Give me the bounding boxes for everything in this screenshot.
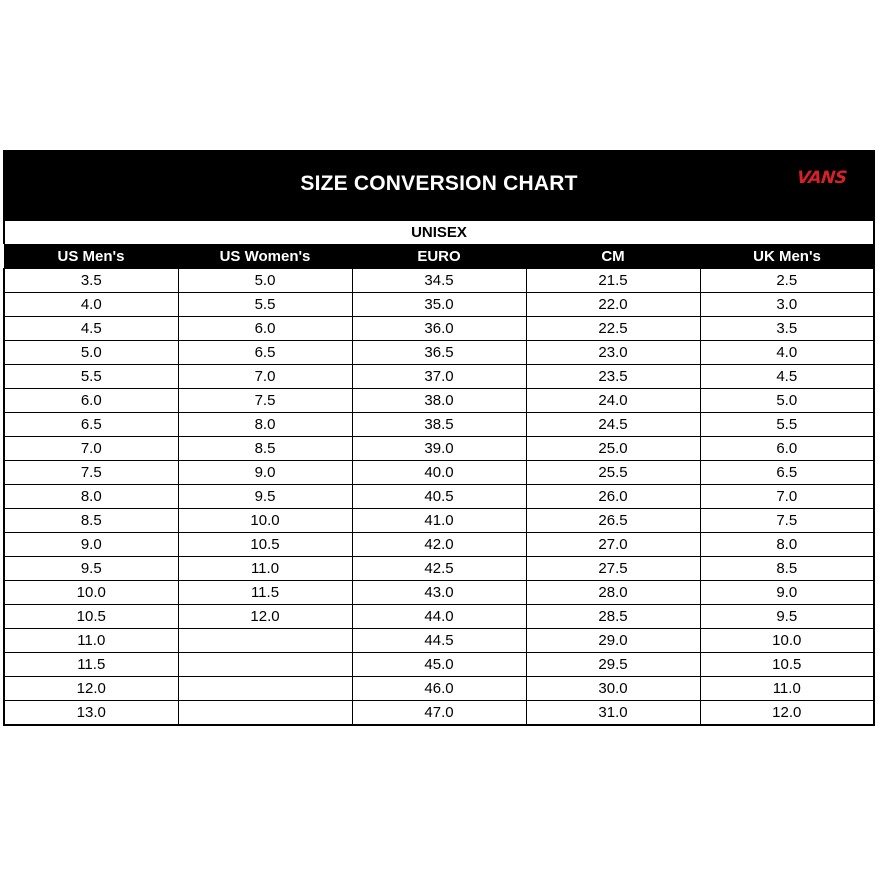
table-cell: 11.0 bbox=[700, 677, 874, 701]
table-cell: 9.5 bbox=[4, 557, 178, 581]
table-row bbox=[4, 677, 874, 701]
table-cell: 30.0 bbox=[526, 677, 700, 701]
table-row bbox=[4, 365, 874, 389]
column-header: CM bbox=[526, 245, 700, 269]
table-cell: 6.0 bbox=[178, 317, 352, 341]
table-cell: 10.5 bbox=[4, 605, 178, 629]
table-row bbox=[4, 557, 874, 581]
table-row bbox=[4, 437, 874, 461]
table-cell: 38.5 bbox=[352, 413, 526, 437]
table-cell: 40.5 bbox=[352, 485, 526, 509]
table-cell: 8.5 bbox=[4, 509, 178, 533]
table-cell: 44.5 bbox=[352, 629, 526, 653]
table-cell: 9.0 bbox=[178, 461, 352, 485]
table-cell: 24.5 bbox=[526, 413, 700, 437]
size-conversion-chart bbox=[3, 150, 875, 726]
table-cell: 7.0 bbox=[700, 485, 874, 509]
table-cell: 24.0 bbox=[526, 389, 700, 413]
table-cell: 11.5 bbox=[4, 653, 178, 677]
table-row bbox=[4, 629, 874, 653]
table-row bbox=[4, 653, 874, 677]
table-cell: 7.5 bbox=[700, 509, 874, 533]
table-cell: 6.5 bbox=[178, 341, 352, 365]
table-cell: 6.0 bbox=[4, 389, 178, 413]
table-row bbox=[4, 269, 874, 293]
table-row bbox=[4, 581, 874, 605]
table-cell: 8.5 bbox=[178, 437, 352, 461]
table-row bbox=[4, 605, 874, 629]
table-cell: 3.0 bbox=[700, 293, 874, 317]
table-cell: 10.0 bbox=[178, 509, 352, 533]
column-header: UK Men's bbox=[700, 245, 874, 269]
table-cell: 45.0 bbox=[352, 653, 526, 677]
table-cell: 6.5 bbox=[700, 461, 874, 485]
table-cell: 5.0 bbox=[4, 341, 178, 365]
table-cell: 12.0 bbox=[178, 605, 352, 629]
table-cell: 3.5 bbox=[4, 269, 178, 293]
table-row bbox=[4, 317, 874, 341]
table-cell: 12.0 bbox=[4, 677, 178, 701]
table-header-row bbox=[4, 245, 874, 269]
table-cell: 44.0 bbox=[352, 605, 526, 629]
column-header: EURO bbox=[352, 245, 526, 269]
table-cell: 41.0 bbox=[352, 509, 526, 533]
table-row bbox=[4, 341, 874, 365]
table-cell: 35.0 bbox=[352, 293, 526, 317]
table-cell: 26.0 bbox=[526, 485, 700, 509]
table-cell: 5.0 bbox=[700, 389, 874, 413]
table-cell: 3.5 bbox=[700, 317, 874, 341]
table-cell: 23.5 bbox=[526, 365, 700, 389]
table-cell: 23.0 bbox=[526, 341, 700, 365]
table-cell: 29.5 bbox=[526, 653, 700, 677]
table-cell: 42.0 bbox=[352, 533, 526, 557]
table-row bbox=[4, 533, 874, 557]
table-cell: 7.5 bbox=[178, 389, 352, 413]
table-cell: 5.5 bbox=[700, 413, 874, 437]
table-cell: 36.5 bbox=[352, 341, 526, 365]
table-cell: 5.0 bbox=[178, 269, 352, 293]
table-cell: 6.5 bbox=[4, 413, 178, 437]
table-cell: 11.5 bbox=[178, 581, 352, 605]
table-cell: 38.0 bbox=[352, 389, 526, 413]
table-cell: 27.0 bbox=[526, 533, 700, 557]
table-cell bbox=[178, 677, 352, 701]
table-row bbox=[4, 389, 874, 413]
table-cell: 9.0 bbox=[700, 581, 874, 605]
table-cell: 9.0 bbox=[4, 533, 178, 557]
table-cell: 2.5 bbox=[700, 269, 874, 293]
table-cell: 40.0 bbox=[352, 461, 526, 485]
table-cell: 10.0 bbox=[700, 629, 874, 653]
table-cell: 31.0 bbox=[526, 701, 700, 726]
column-header: US Men's bbox=[4, 245, 178, 269]
table-cell: 5.5 bbox=[4, 365, 178, 389]
table-cell: 37.0 bbox=[352, 365, 526, 389]
table-cell: 10.0 bbox=[4, 581, 178, 605]
table-cell: 5.5 bbox=[178, 293, 352, 317]
table-cell: 39.0 bbox=[352, 437, 526, 461]
table-cell: 10.5 bbox=[178, 533, 352, 557]
table-cell: 6.0 bbox=[700, 437, 874, 461]
table-cell: 12.0 bbox=[700, 701, 874, 726]
table-cell: 25.0 bbox=[526, 437, 700, 461]
table-cell: 9.5 bbox=[178, 485, 352, 509]
size-table bbox=[3, 244, 875, 726]
table-cell bbox=[178, 653, 352, 677]
table-cell: 11.0 bbox=[178, 557, 352, 581]
table-cell: 26.5 bbox=[526, 509, 700, 533]
table-row bbox=[4, 701, 874, 726]
table-body bbox=[4, 269, 874, 726]
table-cell: 13.0 bbox=[4, 701, 178, 726]
table-cell: 22.5 bbox=[526, 317, 700, 341]
table-cell: 27.5 bbox=[526, 557, 700, 581]
table-cell: 47.0 bbox=[352, 701, 526, 726]
table-cell: 8.0 bbox=[4, 485, 178, 509]
chart-title: SIZE CONVERSION CHART bbox=[300, 172, 578, 195]
table-cell: 7.5 bbox=[4, 461, 178, 485]
table-cell: 9.5 bbox=[700, 605, 874, 629]
table-cell: 10.5 bbox=[700, 653, 874, 677]
table-cell: 34.5 bbox=[352, 269, 526, 293]
table-cell: 21.5 bbox=[526, 269, 700, 293]
table-cell: 25.5 bbox=[526, 461, 700, 485]
table-cell bbox=[178, 701, 352, 726]
table-cell: 36.0 bbox=[352, 317, 526, 341]
table-row bbox=[4, 461, 874, 485]
table-cell: 7.0 bbox=[4, 437, 178, 461]
table-cell: 8.0 bbox=[178, 413, 352, 437]
table-cell: 43.0 bbox=[352, 581, 526, 605]
table-row bbox=[4, 485, 874, 509]
table-cell: 22.0 bbox=[526, 293, 700, 317]
table-cell: 28.0 bbox=[526, 581, 700, 605]
column-header: US Women's bbox=[178, 245, 352, 269]
table-cell: 4.0 bbox=[700, 341, 874, 365]
table-cell: 42.5 bbox=[352, 557, 526, 581]
table-cell: 46.0 bbox=[352, 677, 526, 701]
title-bar bbox=[3, 150, 875, 221]
table-cell: 4.5 bbox=[4, 317, 178, 341]
table-cell: 28.5 bbox=[526, 605, 700, 629]
table-cell bbox=[178, 629, 352, 653]
table-row bbox=[4, 293, 874, 317]
table-cell: 4.0 bbox=[4, 293, 178, 317]
table-cell: 8.5 bbox=[700, 557, 874, 581]
table-cell: 4.5 bbox=[700, 365, 874, 389]
table-row bbox=[4, 413, 874, 437]
table-row bbox=[4, 509, 874, 533]
table-cell: 29.0 bbox=[526, 629, 700, 653]
table-cell: 7.0 bbox=[178, 365, 352, 389]
section-label: UNISEX bbox=[3, 221, 875, 244]
vans-logo: VANS bbox=[796, 168, 849, 188]
table-cell: 11.0 bbox=[4, 629, 178, 653]
table-cell: 8.0 bbox=[700, 533, 874, 557]
